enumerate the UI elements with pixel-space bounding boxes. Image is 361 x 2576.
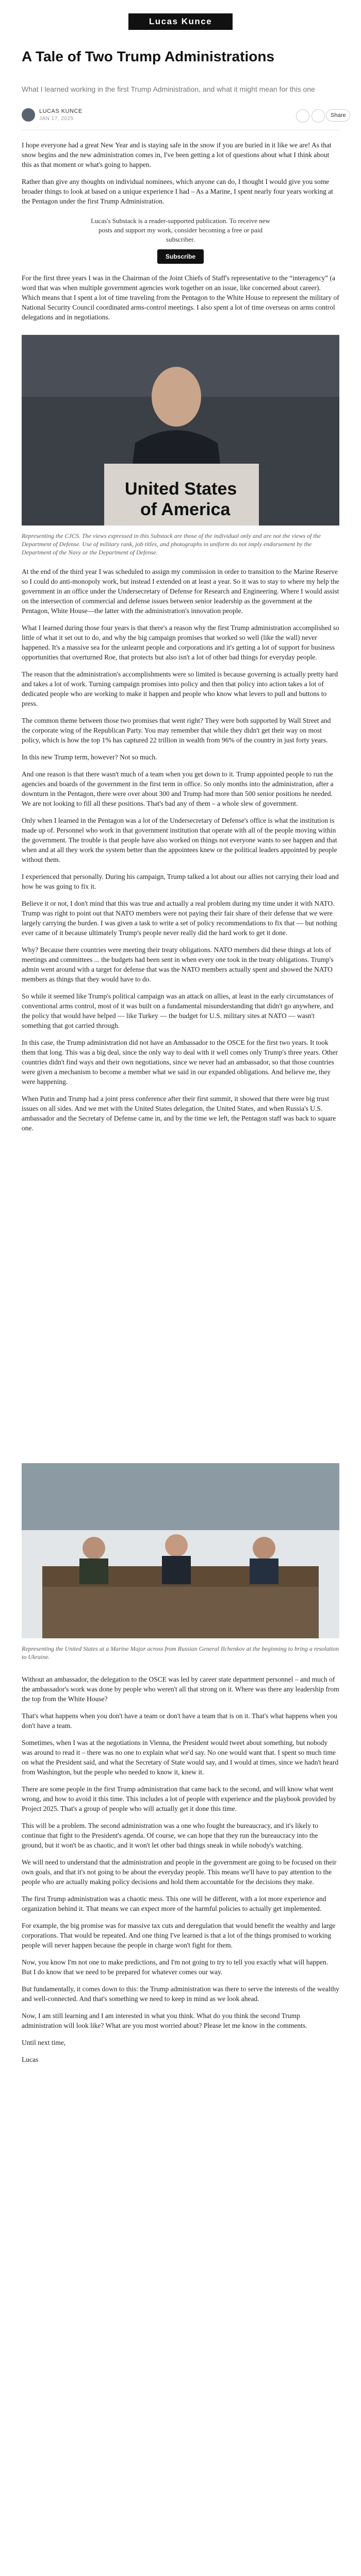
paragraph: There are some people in the first Trump administration that came back to the second, and will know what went wrong, and how to avoid it this time. This includes a lot of people with experience and the playbook provided by Project 2025. That's a group of people who will actually get it done this time. bbox=[22, 1785, 336, 1812]
paragraph: For the first three years I was in the Chairman of the Joint Chiefs of Staff's representative to the “interagency” (a word that was when multiple government agencies work together on an issue, like concerned about career). Which means that I spent a lot of time traveling from the Pentagon to the White House to represent the military of National Security Council coordinated arms-control meetings. I also spent a lot of time overseas on arms control delegations and in negotiations. bbox=[22, 274, 339, 321]
paragraph: Believe it or not, I don't mind that this was true and actually a real problem during my time under it with NATO. Trump was right to point out that NATO members were not paying their fair share of their defense that we were largely carrying the burden. I was given a task to write a set of policy recommendations to fix that — but nothing ever came of it because ultimately Trump's people never really did the hard work to get it done. bbox=[22, 900, 337, 937]
paragraph: The reason that the administration's accomplishments were so limited is because governing is actually pretty hard and takes a lot of work. Turning campaign promises into policy and then that policy into action takes a lot of dedicated people who are working to make it happen and people who know what levers to pull and buttons to press. bbox=[22, 670, 338, 707]
paragraph: Now, you know I'm not one to make predictions, and I'm not going to try to tell you exactly what will happen. But I do know that we need to be prepared for whatever comes our way. bbox=[22, 1958, 329, 1976]
paragraph: Without an ambassador, the delegation to the OSCE was led by career state department personnel – and much of the ambassador's work was done by people who weren't all that strong on it. Where was there any leadership from the top from the White House? bbox=[22, 1675, 339, 1703]
publish-date: JAN 17, 2025 bbox=[39, 116, 74, 122]
author-avatar[interactable] bbox=[22, 108, 35, 122]
paragraph: So while it seemed like Trump's political campaign was an attack on allies, at least in the early circumstances of conventional arms control, most of it was built on a fundamental misunderstanding that didn't go anywhere, and the policy that would have helped — like Turkey — the budget for U.S. military sites at NATO — wasn't something that got carried through. bbox=[22, 992, 334, 1029]
paragraph: That's what happens when you don't have a team or don't have a team that is on it. That's what happens when you don't have a team. bbox=[22, 1712, 337, 1730]
paragraph: And one reason is that there wasn't much of a team when you get down to it. Trump appointed people to run the agencies and boards of the government in the first term in office. So only months into the administration, after a downturn in the Pentagon, there were over about 300 and Trump had more than 500 senior positions he needed. We are not looking to fill all these positions. That's bad any of them – a whole slew of government. bbox=[22, 770, 334, 807]
site-logo[interactable]: Lucas Kunce bbox=[128, 13, 233, 30]
paragraph: I experienced that personally. During his campaign, Trump talked a lot about our allies not carrying their load and how he was going to fix it. bbox=[22, 873, 339, 890]
paragraph: But fundamentally, it comes down to this: the Trump administration was there to serve the interests of the wealthy and well-connected. And that's something we need to keep in mind as we look ahead. bbox=[22, 1985, 339, 2003]
article-body bbox=[22, 140, 339, 206]
photo-negotiation-table bbox=[22, 1463, 339, 1638]
comment-icon[interactable] bbox=[311, 109, 325, 123]
article-body bbox=[22, 1674, 339, 2064]
paragraph: Lucas bbox=[22, 2056, 39, 2063]
subscribe-button[interactable]: Subscribe bbox=[157, 249, 204, 264]
subscribe-text: Lucas's Substack is a reader-supported publication. To receive new posts and support my work, consider becoming a free or paid subscriber. bbox=[91, 217, 270, 243]
paragraph: The common theme between those two promises that went right? They were both supported by Wall Street and the corporate wing of the Republican Party. You may remember that while they didn't get their way on most policy, which is how the top 1% has captured 22 trillion in wealth from 96% of the country in just forty years. bbox=[22, 717, 331, 744]
paragraph: Only when I learned in the Pentagon was a lot of the Undersecretary of Defense's office is what the institution is made up of. Personnel who work in that government institution that operate with all of the people moving within the government. The trouble is that people have also worked on things not everyone wants to see happen and that when and at all they work the system better than the appointees knew or the political leaders appointed by people without them. bbox=[22, 817, 337, 863]
author-name[interactable]: LUCAS KUNCE bbox=[39, 108, 83, 114]
paragraph: Until next time, bbox=[22, 2039, 66, 2046]
paragraph: The first Trump administration was a chaotic mess. This one will be different, with a lot more experience and organization behind it. That means we can expect more of the harmful policies to actually get implemented. bbox=[22, 1895, 326, 1912]
article-subtitle: What I learned working in the first Trump Administration, and what it might mean for this one bbox=[22, 85, 315, 93]
paragraph: Sometimes, when I was at the negotiations in Vienna, the President would tweet about something, but nobody was around to read it – there was no one to explain what we'd say. No one would want that. I spent so much time on what the President said, and what the Secretary of State would say, and I would at times, since we hadn't heard from Washington, but the people who needed to know it, knew it. bbox=[22, 1739, 339, 1776]
paragraph: I hope everyone had a great New Year and is staying safe in the snow if you are buried in it like we are! As that snow begins and the new administration comes in, I've been getting a lot of questions about what I think about this as that moment or what's going to happen. bbox=[22, 141, 332, 168]
photo-un-speaker bbox=[22, 335, 339, 526]
byline bbox=[22, 107, 346, 125]
nameplate-line2: of America bbox=[140, 500, 231, 519]
share-button[interactable]: Share bbox=[326, 109, 350, 122]
paragraph: In this case, the Trump administration did not have an Ambassador to the OSCE for the first two years. It took them that long. This was a big deal, since the only way to deal with it well comes only Trump's three years. Other countries didn't find ways and their own negotiations, since we never had an ambassador, so that those countries were given a mechanism to become a member what we said in our expanded obligations. And believe me, they were happening. bbox=[22, 1039, 338, 1086]
paragraph: For example, the big promise was for massive tax cuts and deregulation that would benefit the wealthy and large corporations. That would be repeated. And one thing I've learned is that a lot of the things promised to working people will never happen because the people in charge won't fight for them. bbox=[22, 1922, 336, 1949]
paragraph: Now, I am still learning and I am interested in what you think. What do you think the second Trump administration will look like? What are you most worried about? Please let me know in the comments. bbox=[22, 2012, 307, 2029]
nameplate-line1: United States bbox=[125, 479, 237, 499]
paragraph: Why? Because there countries were meeting their treaty obligations. NATO members did these things at lots of meetings and committees ... the budgets had been sent in when every one took in the treaty obligations. Trump's admin went around with a target for defense that was the NATO members actually spent and showed the NATO members as things that they would have to do. bbox=[22, 946, 334, 983]
article-body bbox=[22, 567, 339, 1133]
subscribe-box bbox=[88, 216, 273, 264]
image-caption: Representing the United States at a Marine Major across from Russian General Ilchenkov at the beginning to bring a resolution to Ukraine. bbox=[22, 1645, 339, 1660]
masthead bbox=[0, 0, 361, 37]
paragraph: When Putin and Trump had a joint press conference after their first summit, it showed that there were big trust issues on all sides. And we met with the United States delegation, the United States, and when Russia's U.S. ambassador and the Secretary of Defense came in, and by the time we left, the Pentagon staff was back to square one. bbox=[22, 1095, 336, 1132]
article-title: A Tale of Two Trump Administrations bbox=[22, 48, 275, 64]
paragraph: What I learned during those four years is that there's a reason why the first Trump administration accomplished so little of what it set out to do, and why the big campaign promises that worked so well (like the wall) never happened. It's a massive sea for the unlearnt people and corporations and it's getting a lot of support for business opportunities that overturned Roe, that protects but also isn't a lot of other bad things for everyday people. bbox=[22, 624, 339, 661]
article-body bbox=[22, 273, 339, 322]
paragraph: This will be a problem. The second administration was a one who fought the bureaucracy, and it's likely to continue that fight to the President's agenda. Of course, we can hope that they run the bureaucracy into the ground, but it won't be as chaotic, and it won't let other bad things sneak in while nobody's watching. bbox=[22, 1822, 318, 1849]
paragraph: At the end of the third year I was scheduled to assign my commission in order to transition to the Marine Reserve so I could do anti-monopoly work, but instead I extended on at least a year. So it was to stay to where my help the government in an office under the Undersecretary of Defense for Research and Engineering. Where I would assist on the intersection of commercial and defense issues between senior leadership as the government at the Pentagon, White House—the latter with the administration's innovation people. bbox=[22, 568, 339, 615]
image-caption: Representing the CJCS. The views expressed in this Substack are those of the individual only and are not the views of the Department of Defense. Use of military rank, job titles, and photographs in uniform do not imply endorsement by the Department of the Navy or the Department of Defense. bbox=[22, 532, 321, 556]
paragraph: We will need to understand that the administration and people in the government are going to be focused on their own goals, and that it's not going to be about the everyday people. This means we'll have to pay attention to the people who are actually making policy decisions and hold them accountable for the decisions they make. bbox=[22, 1858, 337, 1886]
photo-illustration bbox=[22, 1463, 339, 1638]
paragraph: In this new Trump term, however? Not so much. bbox=[22, 753, 157, 761]
like-icon[interactable] bbox=[296, 109, 309, 123]
paragraph: Rather than give any thoughts on individual nominees, which anyone can do, I thought I would give you some broader things to look at based on a unique experience I had – As a Marine, I spent nearly four years working at the Pentagon under the first Trump Administration. bbox=[22, 178, 333, 205]
photo-illustration bbox=[22, 335, 339, 526]
